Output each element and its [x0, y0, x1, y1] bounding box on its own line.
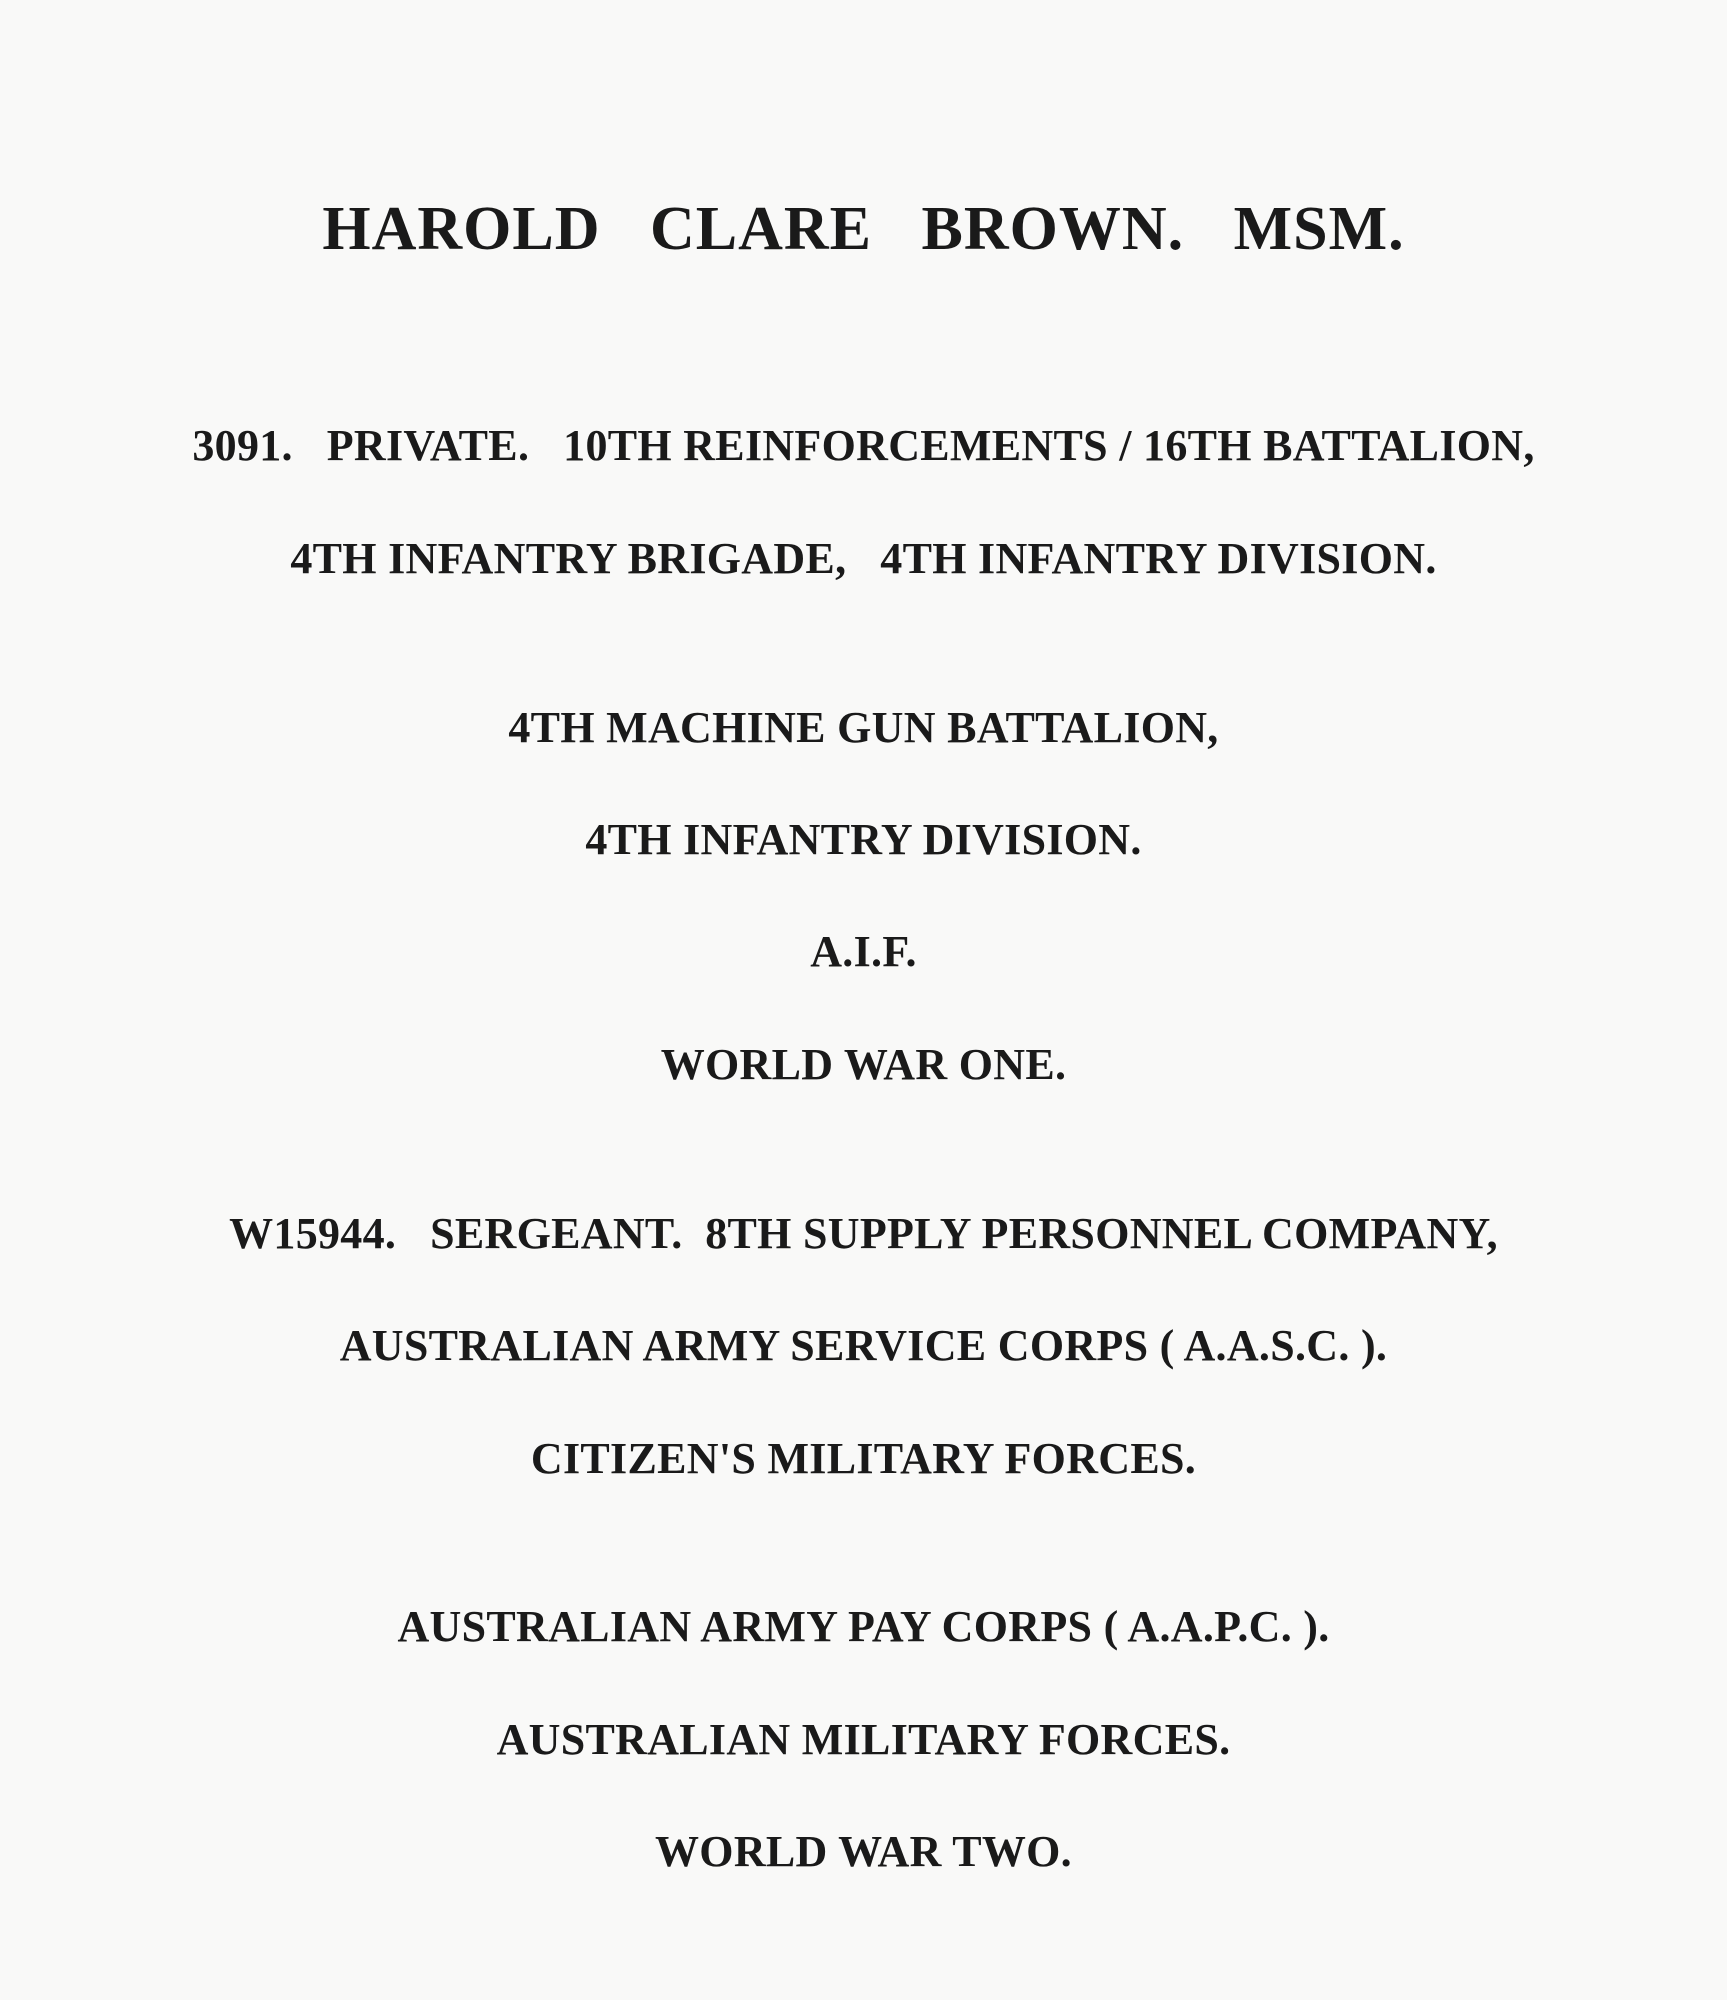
page-title: HAROLD CLARE BROWN. MSM.: [322, 195, 1405, 263]
ww2-service-number-line: W15944. SERGEANT. 8TH SUPPLY PERSONNEL COMPANY,: [229, 1209, 1498, 1258]
ww2-pay-corps-line: AUSTRALIAN ARMY PAY CORPS ( A.A.P.C. ).: [397, 1602, 1330, 1651]
ww1-brigade-line: 4TH INFANTRY BRIGADE, 4TH INFANTRY DIVISION.: [290, 534, 1437, 583]
ww1-force-line: A.I.F.: [810, 927, 917, 976]
ww1-service-number-line: 3091. PRIVATE. 10TH REINFORCEMENTS / 16TH BATTALION,: [192, 421, 1535, 470]
ww2-war-line: WORLD WAR TWO.: [655, 1827, 1072, 1876]
ww1-machine-gun-line: 4TH MACHINE GUN BATTALION,: [508, 703, 1219, 752]
ww1-division-line: 4TH INFANTRY DIVISION.: [585, 815, 1142, 864]
ww1-war-line: WORLD WAR ONE.: [660, 1040, 1067, 1089]
ww2-corps-line: AUSTRALIAN ARMY SERVICE CORPS ( A.A.S.C. ).: [339, 1321, 1388, 1370]
ww2-military-forces-line: AUSTRALIAN MILITARY FORCES.: [496, 1715, 1231, 1764]
ww2-citizen-forces-line: CITIZEN'S MILITARY FORCES.: [530, 1434, 1197, 1483]
